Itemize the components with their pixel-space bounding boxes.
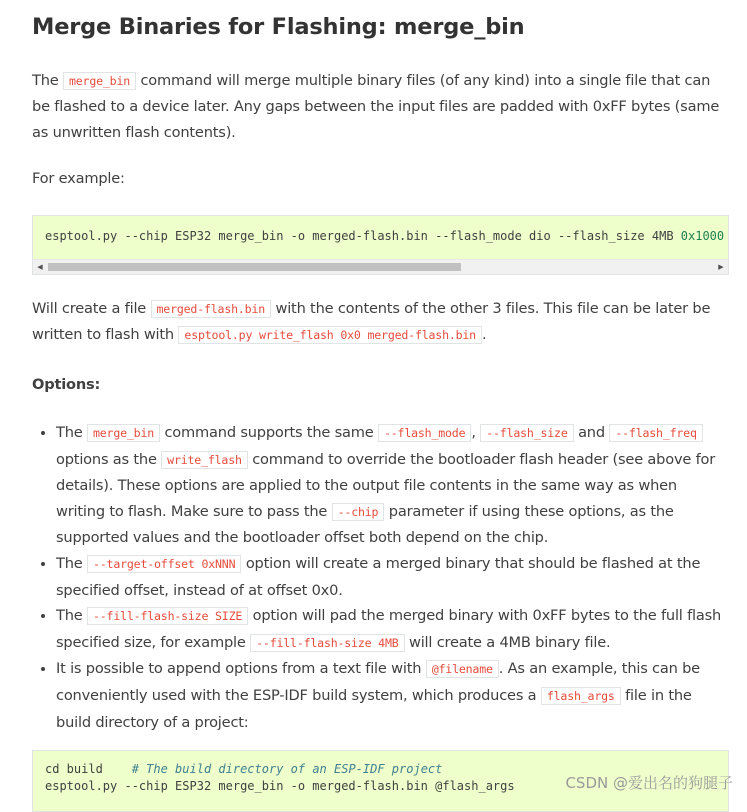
inline-code: esptool.py write_flash 0x0 merged-flash.bin <box>178 326 482 344</box>
watermark: CSDN @爱出名的狗腿子 <box>565 774 733 792</box>
inline-code: --chip <box>332 503 385 521</box>
list-item: • The merge_bin command supports the same --flash_mode , --flash_size and --flash_freq options as the write_flash command to override the bootloader flash header (see above for details). These options are applied to the output file contents in the same way as when writing to flash. Make sure to pass the --chip parameter if using these options, as the supported values and the bootloader offset both depend on the chip. <box>56 420 728 551</box>
code-line: esptool.py --chip ESP32 merge_bin -o merged-flash.bin --flash_mode dio --flash_size 4MB 0x1000 <box>45 229 725 243</box>
inline-code: merged-flash.bin <box>151 300 271 318</box>
scroll-right-arrow-icon[interactable]: ▶ <box>718 263 724 271</box>
inline-code: --target-offset 0xNNN <box>87 555 241 573</box>
inline-code: --flash_size <box>480 424 573 442</box>
inline-code: --flash_mode <box>378 424 471 442</box>
inline-code: --fill-flash-size 4MB <box>250 634 404 652</box>
list-item: • It is possible to append options from a text file with @filename . As an example, this can be conveniently used with the ESP-IDF build system, which produces a flash_args file in the build directory of a project: <box>56 656 728 735</box>
code-comment: # The build directory of an ESP-IDF project <box>131 762 443 776</box>
inline-code: write_flash <box>161 451 248 469</box>
inline-code: merge_bin <box>87 424 160 442</box>
inline-code: @filename <box>426 660 499 678</box>
result-paragraph: Will create a file merged-flash.bin with the contents of the other 3 files. This file can be later be written to flash with esptool.py write_flash 0x0 merged-flash.bin . <box>32 300 711 343</box>
intro-paragraph: The merge_bin command will merge multiple binary files (of any kind) into a single file that can be flashed to a device later. Any gaps between the input files are padded with 0xFF bytes (same as unwritten flash contents). <box>32 72 720 141</box>
example-label: For example: <box>32 170 125 187</box>
options-list <box>32 420 728 735</box>
inline-code: --flash_freq <box>609 424 702 442</box>
inline-code: --fill-flash-size SIZE <box>87 607 248 625</box>
list-item: • The --target-offset 0xNNN option will create a merged binary that should be flashed at the specified offset, instead of at offset 0x0. <box>56 551 728 603</box>
scroll-left-arrow-icon[interactable]: ◀ <box>37 263 43 271</box>
page-title: Merge Binaries for Flashing: merge_bin <box>32 14 525 40</box>
code-block-example[interactable] <box>32 215 729 275</box>
scrollbar-thumb[interactable] <box>48 263 461 271</box>
inline-code: flash_args <box>541 687 621 705</box>
code-lines: cd build # The build directory of an ESP-IDF project esptool.py --chip ESP32 merge_bin -o merged-flash.bin @flash_args <box>45 762 515 793</box>
options-heading: Options: <box>32 376 101 393</box>
horizontal-scrollbar[interactable] <box>33 259 728 274</box>
list-item: • The --fill-flash-size SIZE option will pad the merged binary with 0xFF bytes to the full flash specified size, for example --fill-flash-size 4MB will create a 4MB binary file. <box>56 603 728 656</box>
inline-code: merge_bin <box>63 72 136 90</box>
